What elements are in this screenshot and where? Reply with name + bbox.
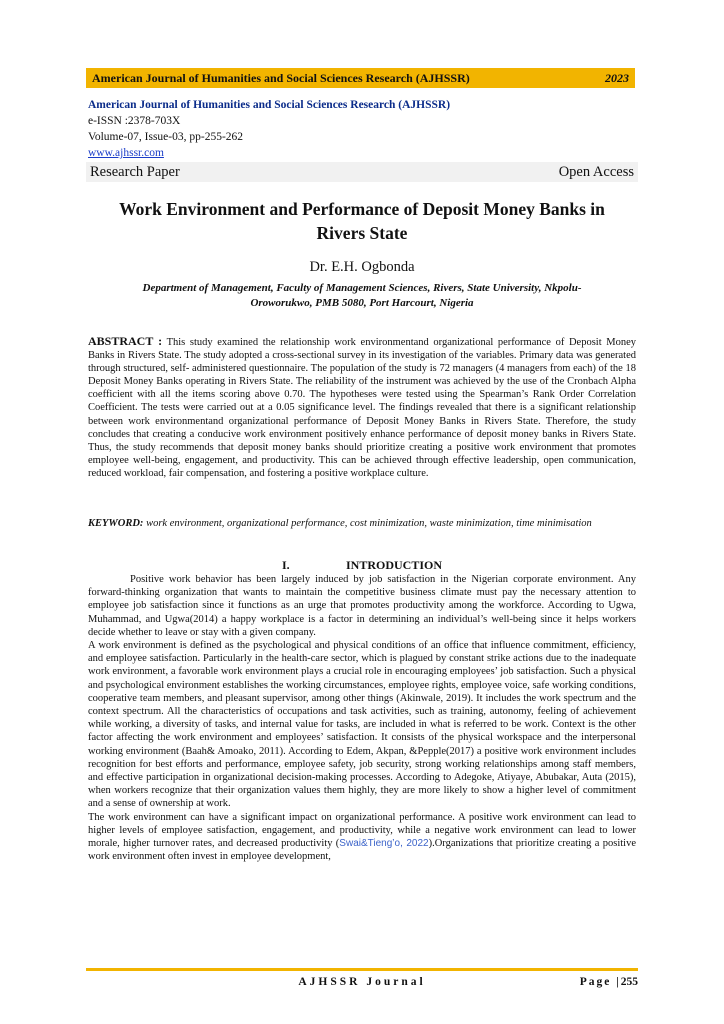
page-label: Page | xyxy=(579,976,621,988)
author-name: Dr. E.H. Ogbonda xyxy=(309,259,415,275)
title-line-1: Work Environment and Performance of Deposit Money Banks in xyxy=(119,199,605,219)
abstract-text: This study examined the relationship work environmentand organizational performance of Deposit Money Banks in Rivers State. The study adopted a cross-sectional survey in its investigation of the variables. Primary data was generated through structured, self- administered questionnaire. The population of the study is 72 managers (4 managers from each) of the 18 Deposit Money Banks operating in Rivers State. The reliability of the instrument was achieved by the use of the Cronbach Alpha coefficient with all the items scoring above 0.70. The hypotheses were tested using the Spearman’s Rank Order Correlation Coefficient. The tests were carried out at a 0.05 significance level. The findings revealed that there is a significant relationship between work environmentand organizational performance of Deposit Money Banks in Rivers State. Therefore, the study concludes that creating a conducive work environment positively enhance performance of deposit money banks in Rivers State. Thus, the study recommends that deposit money banks should prioritize creating a positive work environment that promotes employee well-being, engagement, and productivity. This can be achieved through effective leadership, open communication, reduced workload, fair compensation, and fostering a positive workplace culture. xyxy=(88,337,636,479)
intro-paragraph-3 xyxy=(88,811,636,864)
paper-title xyxy=(88,197,636,245)
section-title: INTRODUCTION xyxy=(345,558,442,572)
header-journal-name: American Journal of Humanities and Social Sciences Research (AJHSSR) xyxy=(92,70,470,85)
affiliation-line-2: Oroworukwo, PMB 5080, Port Harcourt, Nigeria xyxy=(250,297,474,309)
abstract-label: ABSTRACT : xyxy=(88,334,163,348)
affiliation-line-1: Department of Management, Faculty of Management Sciences, Rivers, State University, Nkpolu- xyxy=(142,282,582,294)
intro-paragraph-3-end: ).Organizations that prioritize creating a positive work environment often invest in employee development, xyxy=(88,838,636,863)
keywords-text: work environment, organizational performance, cost minimization, waste minimization, time minimisation xyxy=(146,518,592,529)
section-number: I. xyxy=(281,558,290,572)
journal-name: American Journal of Humanities and Social Sciences Research (AJHSSR) xyxy=(88,99,451,111)
intro-paragraph-2: A work environment is defined as the psychological and physical conditions of an office that influence commitment, efficiency, and employee satisfaction. Particularly in the health-care sector, which is plagued by constant strike actions due to the inadequate work environment, a favorable work environment plays a crucial role in encouraging employees’ job satisfaction. Such a physical and psychological environment establishes the working circumstances, employee rights, employee voice, safe working conditions, cooperative team members, and pleasant supervisor, among other things (Akinwale, 2019). It includes the work spectrum and the context spectrum. All the characteristics of occupations and task activities, such as training, autonomy, feeling of achievement while working, a diversity of tasks, and internal value for tasks, are included in what is referred to be work. Context is the other factor affecting the work environment and employees’ satisfaction. It consists of the physical workspace and the interpersonal working environment (Baah& Amoako, 2011). According to Edem, Akpan, &Pepple(2017) a positive work environment includes recognition for best efforts and performance, employee safety, job security, strong working relationships among staff members, and effective participation in organizational decision-making processes. According to Adegoke, Atiyaye, Abubakar, Auta (2015), when workers recognize that their organization values them highly, they are more likely to show a higher level of commitment and a sense of ownership at work. xyxy=(88,640,636,810)
issn: e-ISSN :2378-703X xyxy=(88,115,181,127)
footer-journal: AJHSSR Journal xyxy=(298,976,426,988)
keywords xyxy=(88,517,636,530)
citation: Swai&Tieng’o, 2022 xyxy=(339,838,429,850)
footer-divider xyxy=(86,968,638,971)
abstract xyxy=(88,335,636,480)
introduction-body xyxy=(88,573,636,863)
journal-info xyxy=(88,97,638,161)
header-year: 2023 xyxy=(605,70,629,85)
paper-type-bar xyxy=(86,162,638,182)
volume-issue: Volume-07, Issue-03, pp-255-262 xyxy=(88,131,244,143)
journal-url-link[interactable]: www.ajhssr.com xyxy=(88,147,164,159)
page-footer xyxy=(86,974,638,990)
paper-type: Research Paper xyxy=(90,163,180,180)
access-type: Open Access xyxy=(558,163,634,180)
author-affiliation xyxy=(88,281,636,311)
page-number xyxy=(580,976,638,988)
keywords-label: KEYWORD: xyxy=(88,518,144,529)
intro-paragraph-1: Positive work behavior has been largely induced by job satisfaction in the Nigerian corporate environment. Any forward-thinking organization that wants to maintain the competitive business climate must pay the necessary attention to employee job satisfaction since it functions as an urge that promotes productivity among the workforce. According to Ugwa, Muhammad, and Ugwa(2014) a happy workplace is a factor in determining an individual’s well-being since it helps workers decide whether to leave or stay with a given company. xyxy=(88,574,636,638)
page-number-value: 255 xyxy=(620,976,638,988)
section-heading xyxy=(88,558,636,573)
title-line-2: Rivers State xyxy=(316,223,408,243)
journal-header-band xyxy=(86,68,635,88)
intro-paragraph-3-start: The work environment can have a significant impact on organizational performance. A positive work environment can lead to higher levels of employee satisfaction, engagement, and productivity, while a negative work environment can lead to lower morale, higher turnover rates, and decreased productivity ( xyxy=(88,811,636,850)
